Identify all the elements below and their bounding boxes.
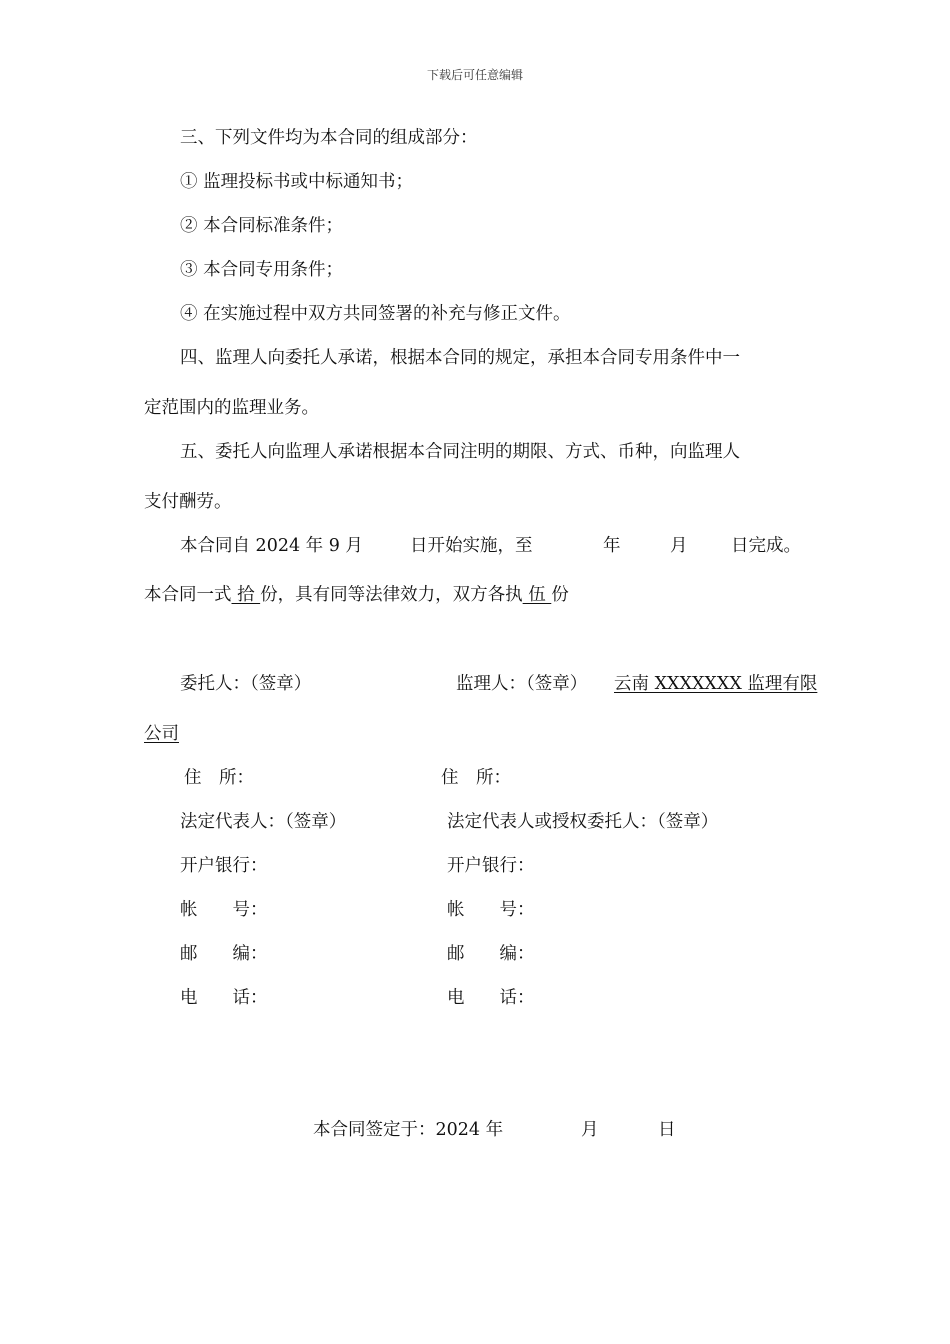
client-rep-label: 法定代表人：（签章） <box>180 812 347 832</box>
copies-total: 拾 <box>231 585 261 605</box>
term-end-month: 月 <box>670 536 688 556</box>
client-phone-label: 电 话： <box>180 988 268 1008</box>
supervisor-postal-label: 邮 编： <box>447 944 535 964</box>
clause-five-line-2: 支付酬劳。 <box>144 492 232 512</box>
copies-suffix: 份 <box>551 585 569 605</box>
clause-three-item-2: ② 本合同标准条件； <box>180 216 344 236</box>
signing-date-prefix: 本合同签定于：2024 年 <box>313 1120 504 1140</box>
client-address-label: 住 所： <box>184 768 254 788</box>
term-end-year: 年 <box>603 536 621 556</box>
clause-four-line-2: 定范围内的监理业务。 <box>144 398 319 418</box>
client-signature-label: 委托人：（签章） <box>180 674 312 694</box>
supervisor-signature-label: 监理人：（签章） <box>456 674 588 694</box>
term-start-prefix: 本合同自 2024 年 9 月 <box>180 536 363 556</box>
supervisor-account-label: 帐 号： <box>447 900 535 920</box>
clause-four-line-1: 四、监理人向委托人承诺，根据本合同的规定，承担本合同专用条件中一 <box>180 348 740 368</box>
clause-three-item-3: ③ 本合同专用条件； <box>180 260 344 280</box>
clause-three-item-1: ① 监理投标书或中标通知书； <box>180 172 414 192</box>
signing-date-day: 日 <box>658 1120 676 1140</box>
supervisor-company-name-cont: 公司 <box>144 724 179 744</box>
supervisor-rep-label: 法定代表人或授权委托人：（签章） <box>447 812 719 832</box>
copies-mid: 份，具有同等法律效力，双方各执 <box>260 585 523 605</box>
clause-three-item-4: ④ 在实施过程中双方共同签署的补充与修正文件。 <box>180 304 571 324</box>
client-account-label: 帐 号： <box>180 900 268 920</box>
client-postal-label: 邮 编： <box>180 944 268 964</box>
copies-prefix: 本合同一式 <box>144 585 232 605</box>
client-bank-label: 开户银行： <box>180 856 268 876</box>
supervisor-phone-label: 电 话： <box>447 988 535 1008</box>
term-end-suffix: 日完成。 <box>731 536 801 556</box>
supervisor-company-name: 云南 XXXXXXX 监理有限 <box>614 674 818 694</box>
copies-each: 伍 <box>522 585 552 605</box>
supervisor-bank-label: 开户银行： <box>447 856 535 876</box>
term-start-mid: 日开始实施，至 <box>410 536 533 556</box>
supervisor-address-label: 住 所： <box>441 768 511 788</box>
page-header-note: 下载后可任意编辑 <box>426 68 523 82</box>
copies-line <box>144 583 569 607</box>
clause-five-line-1: 五、委托人向监理人承诺根据本合同注明的期限、方式、币种，向监理人 <box>180 442 740 462</box>
clause-three-title: 三、下列文件均为本合同的组成部分： <box>180 128 478 148</box>
signing-date-month: 月 <box>581 1120 599 1140</box>
